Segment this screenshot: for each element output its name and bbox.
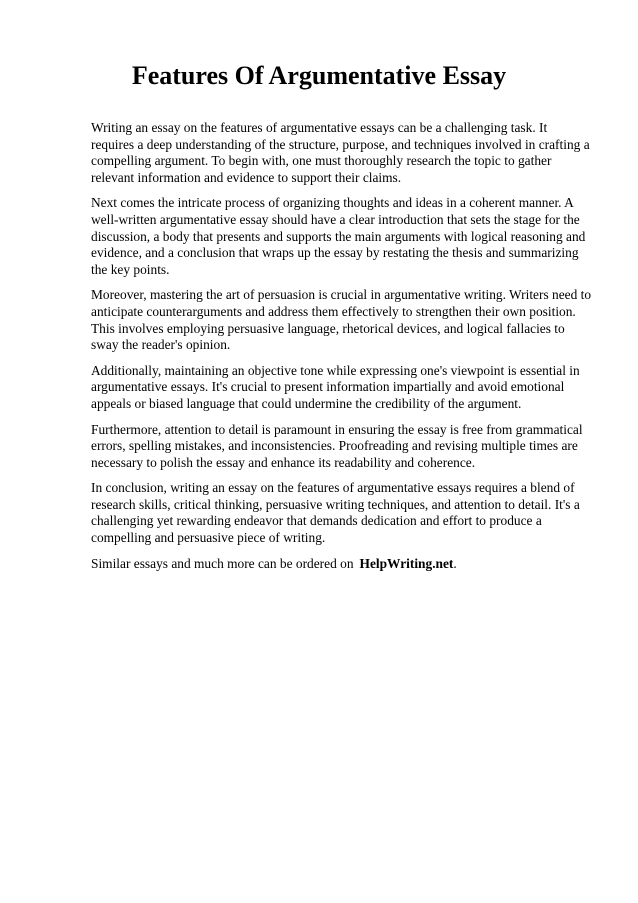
document-body — [91, 120, 593, 581]
paragraph-3: Moreover, mastering the art of persuasion is crucial in argumentative writing. Writers need to anticipate counterarguments and address them effectively to strengthen their own position. This involves employing persuasive language, rhetorical devices, and logical fallacies to sway the reader's opinion. — [91, 287, 592, 353]
closing-text: Similar essays and much more can be ordered on — [91, 555, 354, 571]
paragraph-1: Writing an essay on the features of argumentative essays can be a challenging task. It requires a deep understanding of the structure, purpose, and techniques involved in crafting a compelling argument. To begin with, one must thoroughly research the topic to gather relevant information and evidence to support their claims. — [91, 120, 590, 185]
helpwriting-link[interactable] — [354, 555, 457, 571]
paragraph-6: In conclusion, writing an essay on the features of argumentative essays requires a blend of research skills, critical thinking, persuasive writing techniques, and attention to detail. It's a challenging yet rewarding endeavor that demands dedication and effort to produce a compelling and persuasive piece of writing. — [91, 480, 580, 546]
brand-name: HelpWriting.net — [359, 555, 454, 571]
page-title: Features Of Argumentative Essay — [131, 61, 507, 90]
paragraph-2: Next comes the intricate process of organizing thoughts and ideas in a coherent manner. A well-written argumentative essay should have a clear introduction that sets the stage for the discussion, a body that presents and supports the main arguments with logical reasoning and evidence, and a conclusion that wraps up the essay by restating the thesis and summarizing the key points. — [91, 195, 586, 277]
closing-line — [91, 556, 593, 573]
paragraph-4: Additionally, maintaining an objective tone while expressing one's viewpoint is essential in argumentative essays. It's crucial to present information impartially and avoid emotional appeals or biased language that could undermine the credibility of the argument. — [91, 362, 580, 411]
paragraph-5: Furthermore, attention to detail is paramount in ensuring the essay is free from grammatical errors, spelling mistakes, and inconsistencies. Proofreading and revising multiple times are necessary to polish the essay and enhance its readability and coherence. — [91, 421, 583, 470]
closing-suffix: . — [453, 555, 457, 571]
